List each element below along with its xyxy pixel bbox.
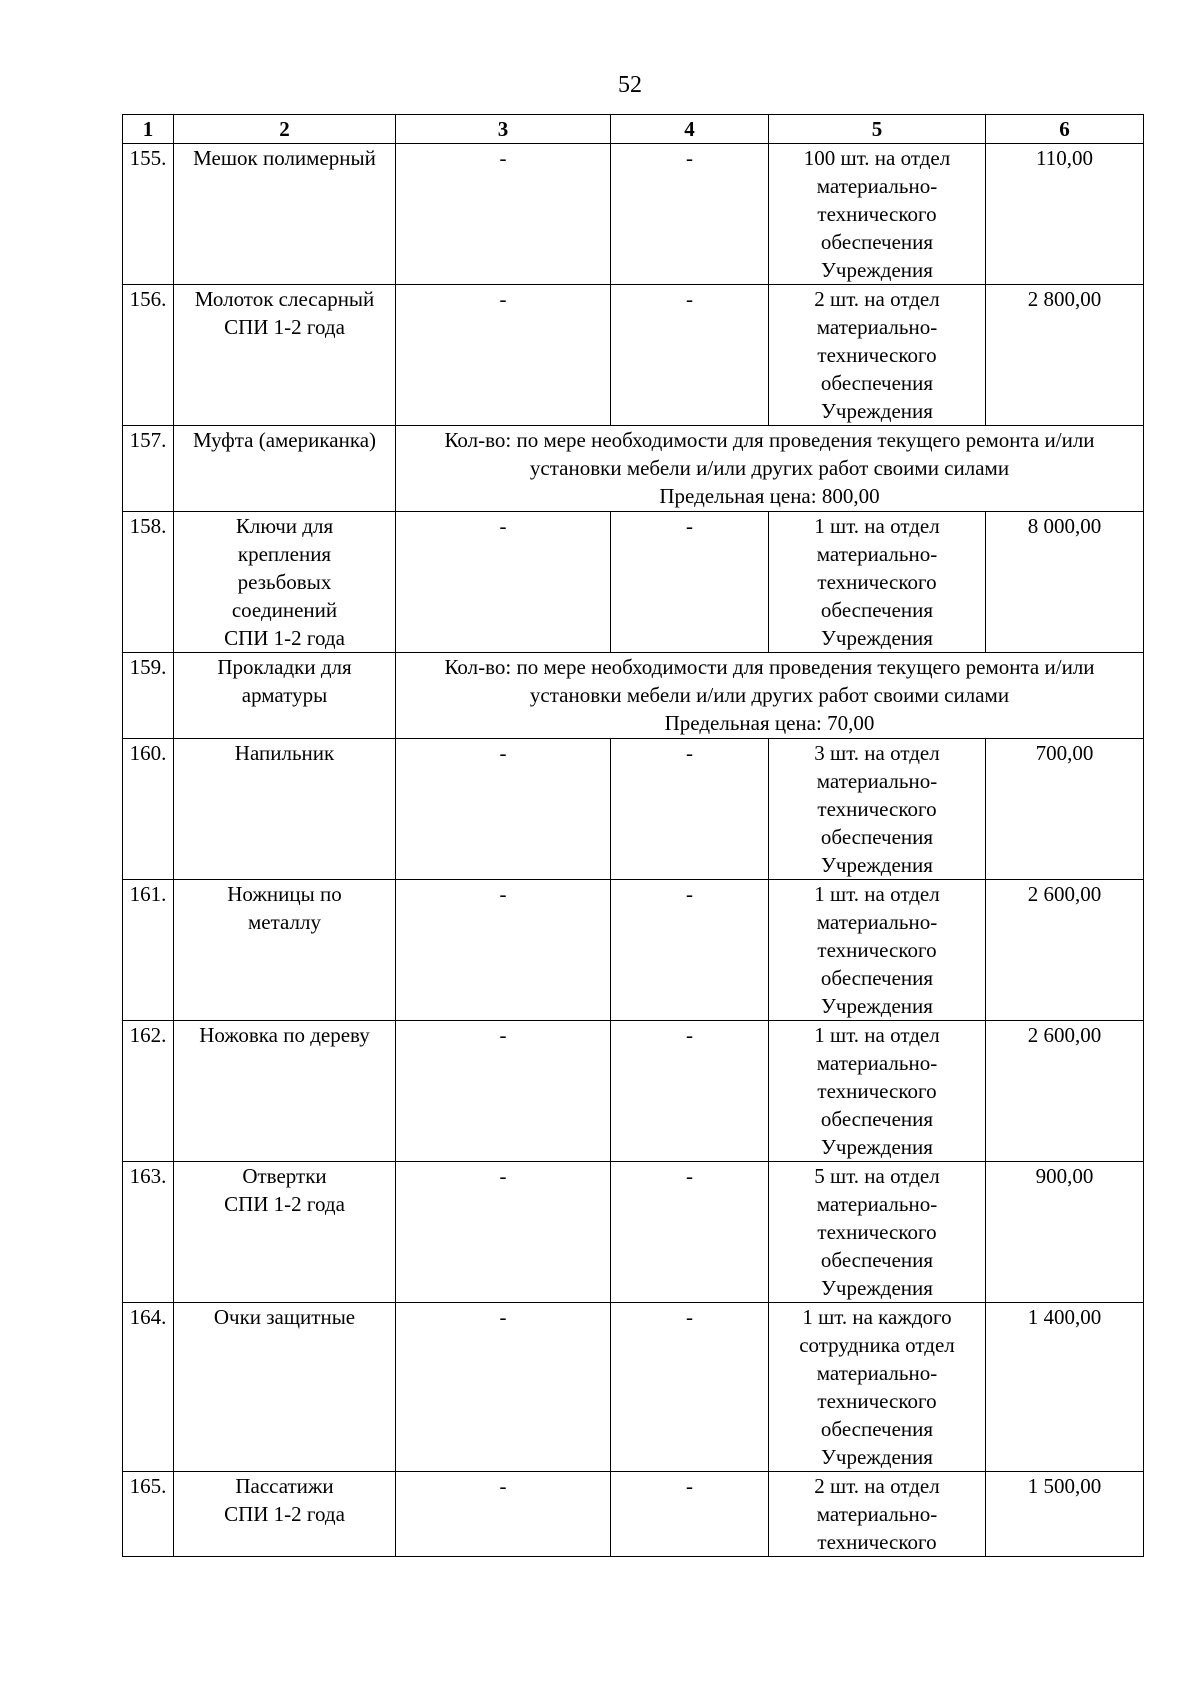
item-name-line: Молоток слесарный <box>194 287 375 311</box>
quantity-norm-line: 2 шт. на отдел <box>814 1474 940 1498</box>
column-4-cell: - <box>611 144 769 285</box>
quantity-norm-line: технического <box>817 570 937 594</box>
item-name-line: резьбовых <box>237 570 332 594</box>
quantity-norm-cell <box>769 739 986 880</box>
quantity-norm-line: обеспечения <box>820 825 934 849</box>
row-number-cell: 155. <box>123 144 174 285</box>
item-name-line: СПИ 1-2 года <box>224 1502 345 1526</box>
column-3-cell: - <box>396 880 611 1021</box>
table-row <box>123 1472 1144 1557</box>
item-name-line: Отвертки <box>242 1164 327 1188</box>
quantity-norm-line: Учреждения <box>821 1135 933 1159</box>
column-header: 3 <box>396 115 611 144</box>
merged-note-line: Предельная цена: 70,00 <box>664 711 875 735</box>
price-cell: 900,00 <box>986 1162 1144 1303</box>
table-row <box>123 1021 1144 1162</box>
item-name-cell <box>174 285 396 426</box>
column-4-cell: - <box>611 1472 769 1557</box>
quantity-norm-line: обеспечения <box>820 966 934 990</box>
column-3-cell: - <box>396 739 611 880</box>
item-name-line: крепления <box>237 542 332 566</box>
quantity-norm-line: технического <box>817 1389 937 1413</box>
quantity-norm-line: 1 шт. на каждого <box>802 1305 952 1329</box>
quantity-norm-cell <box>769 1021 986 1162</box>
column-header: 1 <box>123 115 174 144</box>
quantity-norm-line: материально- <box>816 1502 938 1526</box>
price-cell: 2 600,00 <box>986 1021 1144 1162</box>
row-number-cell: 156. <box>123 285 174 426</box>
item-name-cell <box>174 739 396 880</box>
column-3-cell: - <box>396 512 611 653</box>
quantity-norm-line: 1 шт. на отдел <box>814 882 940 906</box>
quantity-norm-line: технического <box>817 1530 937 1554</box>
item-name-cell <box>174 512 396 653</box>
quantity-norm-line: Учреждения <box>821 626 933 650</box>
quantity-norm-cell <box>769 880 986 1021</box>
row-number-cell: 161. <box>123 880 174 1021</box>
quantity-norm-line: 1 шт. на отдел <box>814 514 940 538</box>
column-4-cell: - <box>611 739 769 880</box>
table-row <box>123 285 1144 426</box>
quantity-norm-line: сотрудника отдел <box>799 1333 955 1357</box>
quantity-norm-line: 1 шт. на отдел <box>814 1023 940 1047</box>
quantity-norm-line: материально- <box>816 174 938 198</box>
quantity-norm-line: обеспечения <box>820 1107 934 1131</box>
quantity-norm-line: 2 шт. на отдел <box>814 287 940 311</box>
item-name-line: СПИ 1-2 года <box>224 315 345 339</box>
item-name-cell <box>174 1472 396 1557</box>
item-name-line: Ножовка по дереву <box>199 1023 370 1047</box>
column-4-cell: - <box>611 1021 769 1162</box>
item-name-line: арматуры <box>241 683 328 707</box>
table-row <box>123 1162 1144 1303</box>
item-name-line: Очки защитные <box>213 1305 356 1329</box>
row-number-cell: 160. <box>123 739 174 880</box>
item-name-cell <box>174 1021 396 1162</box>
merged-note-cell <box>396 653 1144 739</box>
quantity-norm-cell <box>769 285 986 426</box>
row-number-cell: 162. <box>123 1021 174 1162</box>
merged-note-cell <box>396 426 1144 512</box>
quantity-norm-line: обеспечения <box>820 230 934 254</box>
quantity-norm-cell <box>769 512 986 653</box>
quantity-norm-line: Учреждения <box>821 1276 933 1300</box>
item-name-line: Напильник <box>234 741 335 765</box>
quantity-norm-line: Учреждения <box>821 399 933 423</box>
price-cell: 2 800,00 <box>986 285 1144 426</box>
item-name-cell <box>174 653 396 739</box>
price-cell: 1 500,00 <box>986 1472 1144 1557</box>
quantity-norm-line: 100 шт. на отдел <box>803 146 951 170</box>
merged-note-line: Кол-во: по мере необходимости для проведения текущего ремонта и/или <box>444 428 1095 452</box>
column-4-cell: - <box>611 1162 769 1303</box>
table-row <box>123 739 1144 880</box>
column-header: 6 <box>986 115 1144 144</box>
quantity-norm-line: материально- <box>816 1192 938 1216</box>
item-name-line: Ножницы по <box>227 882 342 906</box>
column-4-cell: - <box>611 285 769 426</box>
table-row <box>123 426 1144 512</box>
table-row <box>123 512 1144 653</box>
quantity-norm-line: обеспечения <box>820 371 934 395</box>
quantity-norm-cell <box>769 1472 986 1557</box>
item-name-line: СПИ 1-2 года <box>224 1192 345 1216</box>
table-header-row <box>123 115 1144 144</box>
column-4-cell: - <box>611 1303 769 1472</box>
quantity-norm-line: технического <box>817 797 937 821</box>
price-cell: 8 000,00 <box>986 512 1144 653</box>
column-3-cell: - <box>396 144 611 285</box>
column-3-cell: - <box>396 1021 611 1162</box>
row-number-cell: 163. <box>123 1162 174 1303</box>
item-name-line: Мешок полимерный <box>193 146 376 170</box>
item-name-cell <box>174 144 396 285</box>
quantity-norm-line: материально- <box>816 542 938 566</box>
item-name-cell <box>174 426 396 512</box>
merged-note-line: установки мебели и/или других работ своими силами <box>529 456 1010 480</box>
row-number-cell: 157. <box>123 426 174 512</box>
column-3-cell: - <box>396 1162 611 1303</box>
column-4-cell: - <box>611 880 769 1021</box>
column-3-cell: - <box>396 1303 611 1472</box>
quantity-norm-line: технического <box>817 1079 937 1103</box>
item-name-line: Прокладки для <box>217 655 352 679</box>
item-name-line: Муфта (американка) <box>192 428 377 452</box>
column-header: 5 <box>769 115 986 144</box>
quantity-norm-line: материально- <box>816 910 938 934</box>
item-name-cell <box>174 1303 396 1472</box>
table-row <box>123 144 1144 285</box>
quantity-norm-line: технического <box>817 202 937 226</box>
table-row <box>123 880 1144 1021</box>
row-number-cell: 164. <box>123 1303 174 1472</box>
table-body <box>123 144 1144 1557</box>
quantity-norm-line: технического <box>817 938 937 962</box>
quantity-norm-line: материально- <box>816 315 938 339</box>
merged-note-line: Предельная цена: 800,00 <box>659 484 880 508</box>
quantity-norm-line: 5 шт. на отдел <box>814 1164 940 1188</box>
quantity-norm-line: Учреждения <box>821 994 933 1018</box>
page-number: 52 <box>618 72 642 98</box>
quantity-norm-line: материально- <box>816 1361 938 1385</box>
quantity-norm-line: Учреждения <box>821 258 933 282</box>
quantity-norm-line: обеспечения <box>820 598 934 622</box>
table-row <box>123 653 1144 739</box>
quantity-norm-line: технического <box>817 343 937 367</box>
column-4-cell: - <box>611 512 769 653</box>
column-3-cell: - <box>396 285 611 426</box>
item-name-cell <box>174 880 396 1021</box>
item-name-line: соединений <box>231 598 338 622</box>
merged-note-line: установки мебели и/или других работ своими силами <box>529 683 1010 707</box>
quantity-norm-line: обеспечения <box>820 1417 934 1441</box>
row-number-cell: 159. <box>123 653 174 739</box>
row-number-cell: 165. <box>123 1472 174 1557</box>
quantity-norm-line: технического <box>817 1220 937 1244</box>
column-header: 2 <box>174 115 396 144</box>
quantity-norm-cell <box>769 144 986 285</box>
quantity-norm-line: материально- <box>816 1051 938 1075</box>
column-header: 4 <box>611 115 769 144</box>
table-row <box>123 1303 1144 1472</box>
price-cell: 110,00 <box>986 144 1144 285</box>
quantity-norm-cell <box>769 1162 986 1303</box>
item-name-cell <box>174 1162 396 1303</box>
quantity-norm-line: Учреждения <box>821 1445 933 1469</box>
quantity-norm-cell <box>769 1303 986 1472</box>
quantity-norm-line: материально- <box>816 769 938 793</box>
merged-note-line: Кол-во: по мере необходимости для проведения текущего ремонта и/или <box>444 655 1095 679</box>
item-name-line: металлу <box>247 910 321 934</box>
quantity-norm-line: обеспечения <box>820 1248 934 1272</box>
item-name-line: Ключи для <box>235 514 334 538</box>
price-cell: 700,00 <box>986 739 1144 880</box>
quantity-norm-line: 3 шт. на отдел <box>814 741 940 765</box>
price-cell: 2 600,00 <box>986 880 1144 1021</box>
quantity-norm-line: Учреждения <box>821 853 933 877</box>
item-name-line: Пассатижи <box>235 1474 334 1498</box>
row-number-cell: 158. <box>123 512 174 653</box>
column-3-cell: - <box>396 1472 611 1557</box>
item-name-line: СПИ 1-2 года <box>224 626 345 650</box>
price-cell: 1 400,00 <box>986 1303 1144 1472</box>
norms-table <box>122 114 1144 1557</box>
